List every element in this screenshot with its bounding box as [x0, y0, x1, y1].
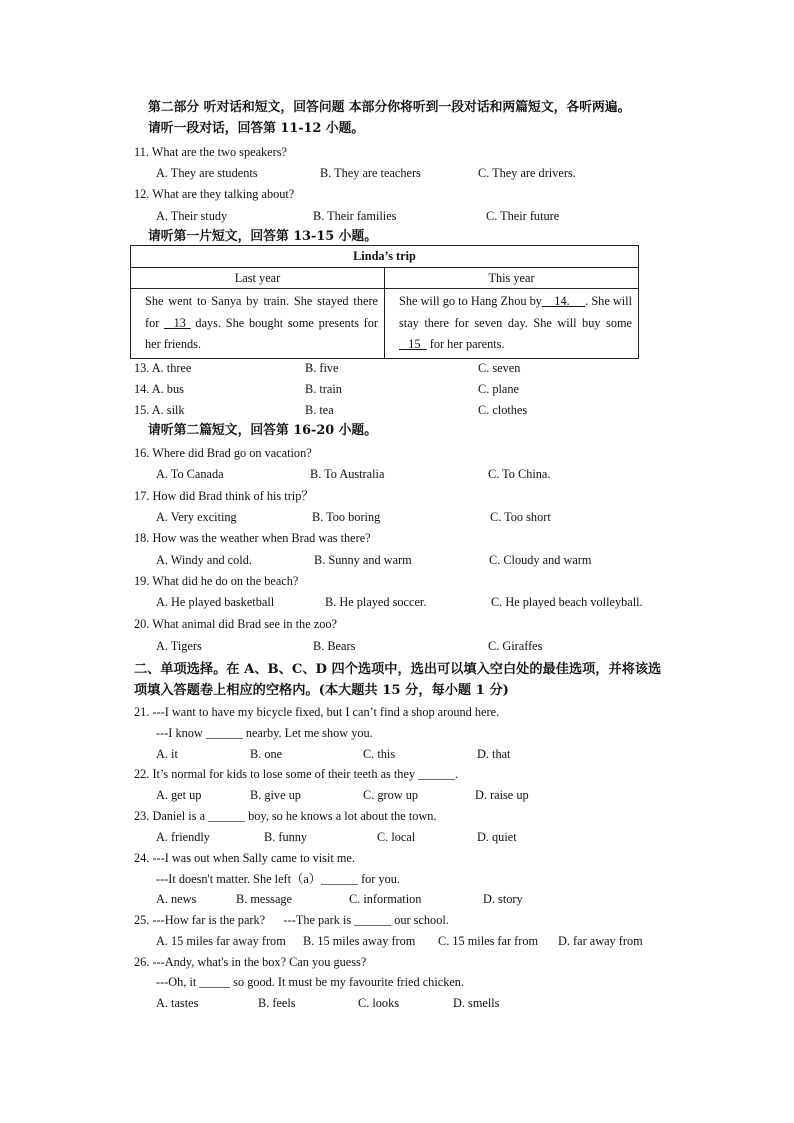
- option-20-b[interactable]: B. Bears: [313, 639, 356, 653]
- table-cell-last-year: She went to Sanya by train. She stayed there for 13 days. She bought some presents for her friends.: [131, 289, 385, 359]
- instruction-13-15: 请听第一片短文，回答第 13-15 小题。: [148, 229, 377, 244]
- option-20-c[interactable]: C. Giraffes: [488, 639, 543, 653]
- option-21-b[interactable]: B. one: [250, 747, 283, 761]
- option-24-c[interactable]: C. information: [349, 892, 422, 906]
- option-23-a[interactable]: A. friendly: [156, 830, 210, 844]
- option-14-b[interactable]: B. train: [305, 382, 342, 396]
- single-choice-heading-line1: 二、单项选择。在 A、B、C、D 四个选项中，选出可以填入空白处的最佳选项，并将该选: [134, 662, 662, 677]
- lindas-trip-table: [130, 245, 639, 359]
- question-14[interactable]: 14. A. bus: [134, 382, 184, 396]
- table-header-last-year: Last year: [131, 268, 385, 289]
- option-25-d[interactable]: D. far away from: [558, 934, 643, 948]
- option-11-b[interactable]: B. They are teachers: [320, 166, 421, 180]
- question-20: 20. What animal did Brad see in the zoo?: [134, 617, 337, 631]
- option-20-a[interactable]: A. Tigers: [156, 639, 202, 653]
- option-21-c[interactable]: C. this: [363, 747, 396, 761]
- option-18-c[interactable]: C. Cloudy and warm: [489, 553, 592, 567]
- option-24-a[interactable]: A. news: [156, 892, 197, 906]
- option-23-b[interactable]: B. funny: [264, 830, 308, 844]
- question-17: 17. How did Brad think of his trip？: [134, 489, 314, 503]
- option-25-a[interactable]: A. 15 miles far away from: [156, 934, 286, 948]
- question-23: 23. Daniel is a ______ boy, so he knows a lot about the town.: [134, 809, 437, 823]
- option-22-c[interactable]: C. grow up: [363, 788, 418, 802]
- instruction-16-20: 请听第二篇短文，回答第 16-20 小题。: [148, 423, 377, 438]
- question-26: 26. ---Andy, what's in the box? Can you guess?: [134, 955, 367, 969]
- question-12: 12. What are they talking about?: [134, 187, 295, 201]
- option-24-b[interactable]: B. message: [236, 892, 293, 906]
- question-24-line2: ---It doesn't matter. She left（a）______ for you.: [156, 872, 400, 886]
- question-11: 11. What are the two speakers?: [134, 145, 287, 159]
- option-16-b[interactable]: B. To Australia: [310, 467, 385, 481]
- option-23-d[interactable]: D. quiet: [477, 830, 517, 844]
- option-12-a[interactable]: A. Their study: [156, 209, 228, 223]
- instruction-11-12: 请听一段对话，回答第 11-12 小题。: [148, 121, 365, 136]
- option-17-c[interactable]: C. Too short: [490, 510, 551, 524]
- option-13-c[interactable]: C. seven: [478, 361, 521, 375]
- option-18-a[interactable]: A. Windy and cold.: [156, 553, 252, 567]
- option-16-a[interactable]: A. To Canada: [156, 467, 224, 481]
- single-choice-heading-line2: 项填入答题卷上相应的空格内。(本大题共 15 分，每小题 1 分): [134, 683, 509, 698]
- question-25: 25. ---How far is the park? ---The park is ______ our school.: [134, 913, 449, 927]
- blank-13[interactable]: 13: [173, 315, 186, 330]
- blank-15[interactable]: 15: [408, 337, 421, 351]
- option-21-a[interactable]: A. it: [156, 747, 178, 761]
- option-26-b[interactable]: B. feels: [258, 996, 296, 1010]
- question-24: 24. ---I was out when Sally came to visit me.: [134, 851, 355, 865]
- option-25-c[interactable]: C. 15 miles far from: [438, 934, 539, 948]
- option-22-a[interactable]: A. get up: [156, 788, 202, 802]
- option-16-c[interactable]: C. To China.: [488, 467, 551, 481]
- question-19: 19. What did he do on the beach?: [134, 574, 299, 588]
- option-19-a[interactable]: A. He played basketball: [156, 595, 275, 609]
- option-22-b[interactable]: B. give up: [250, 788, 301, 802]
- blank-14[interactable]: 14.: [554, 294, 570, 308]
- section-heading: 第二部分 听对话和短文，回答问题 本部分你将听到一段对话和两篇短文，各听两遍。: [148, 100, 631, 115]
- option-26-d[interactable]: D. smells: [453, 996, 500, 1010]
- question-21-line2: ---I know ______ nearby. Let me show you.: [156, 726, 373, 740]
- question-22: 22. It’s normal for kids to lose some of their teeth as they ______.: [134, 767, 459, 781]
- option-11-c[interactable]: C. They are drivers.: [478, 166, 576, 180]
- option-14-c[interactable]: C. plane: [478, 382, 519, 396]
- option-15-b[interactable]: B. tea: [305, 403, 334, 417]
- question-15[interactable]: 15. A. silk: [134, 403, 185, 417]
- option-19-c[interactable]: C. He played beach volleyball.: [491, 595, 643, 609]
- option-11-a[interactable]: A. They are students: [156, 166, 258, 180]
- question-26-line2: ---Oh, it _____ so good. It must be my favourite fried chicken.: [156, 975, 465, 989]
- option-23-c[interactable]: C. local: [377, 830, 416, 844]
- option-15-c[interactable]: C. clothes: [478, 403, 528, 417]
- question-18: 18. How was the weather when Brad was there?: [134, 531, 371, 545]
- option-12-b[interactable]: B. Their families: [313, 209, 397, 223]
- table-title: Linda’s trip: [131, 246, 639, 268]
- option-21-d[interactable]: D. that: [477, 747, 511, 761]
- option-18-b[interactable]: B. Sunny and warm: [314, 553, 412, 567]
- option-26-a[interactable]: A. tastes: [156, 996, 199, 1010]
- question-13[interactable]: 13. A. three: [134, 361, 192, 375]
- option-26-c[interactable]: C. looks: [358, 996, 399, 1010]
- option-17-b[interactable]: B. Too boring: [312, 510, 381, 524]
- table-cell-this-year: She will go to Hang Zhou by 14. . She will stay there for seven day. She will buy some 15 for her parents.: [385, 289, 639, 359]
- option-19-b[interactable]: B. He played soccer.: [325, 595, 427, 609]
- option-13-b[interactable]: B. five: [305, 361, 339, 375]
- option-22-d[interactable]: D. raise up: [475, 788, 529, 802]
- question-21: 21. ---I want to have my bicycle fixed, but I can’t find a shop around here.: [134, 705, 500, 719]
- option-12-c[interactable]: C. Their future: [486, 209, 560, 223]
- option-17-a[interactable]: A. Very exciting: [156, 510, 237, 524]
- option-24-d[interactable]: D. story: [483, 892, 523, 906]
- option-25-b[interactable]: B. 15 miles away from: [303, 934, 416, 948]
- question-16: 16. Where did Brad go on vacation?: [134, 446, 312, 460]
- table-header-this-year: This year: [385, 268, 639, 289]
